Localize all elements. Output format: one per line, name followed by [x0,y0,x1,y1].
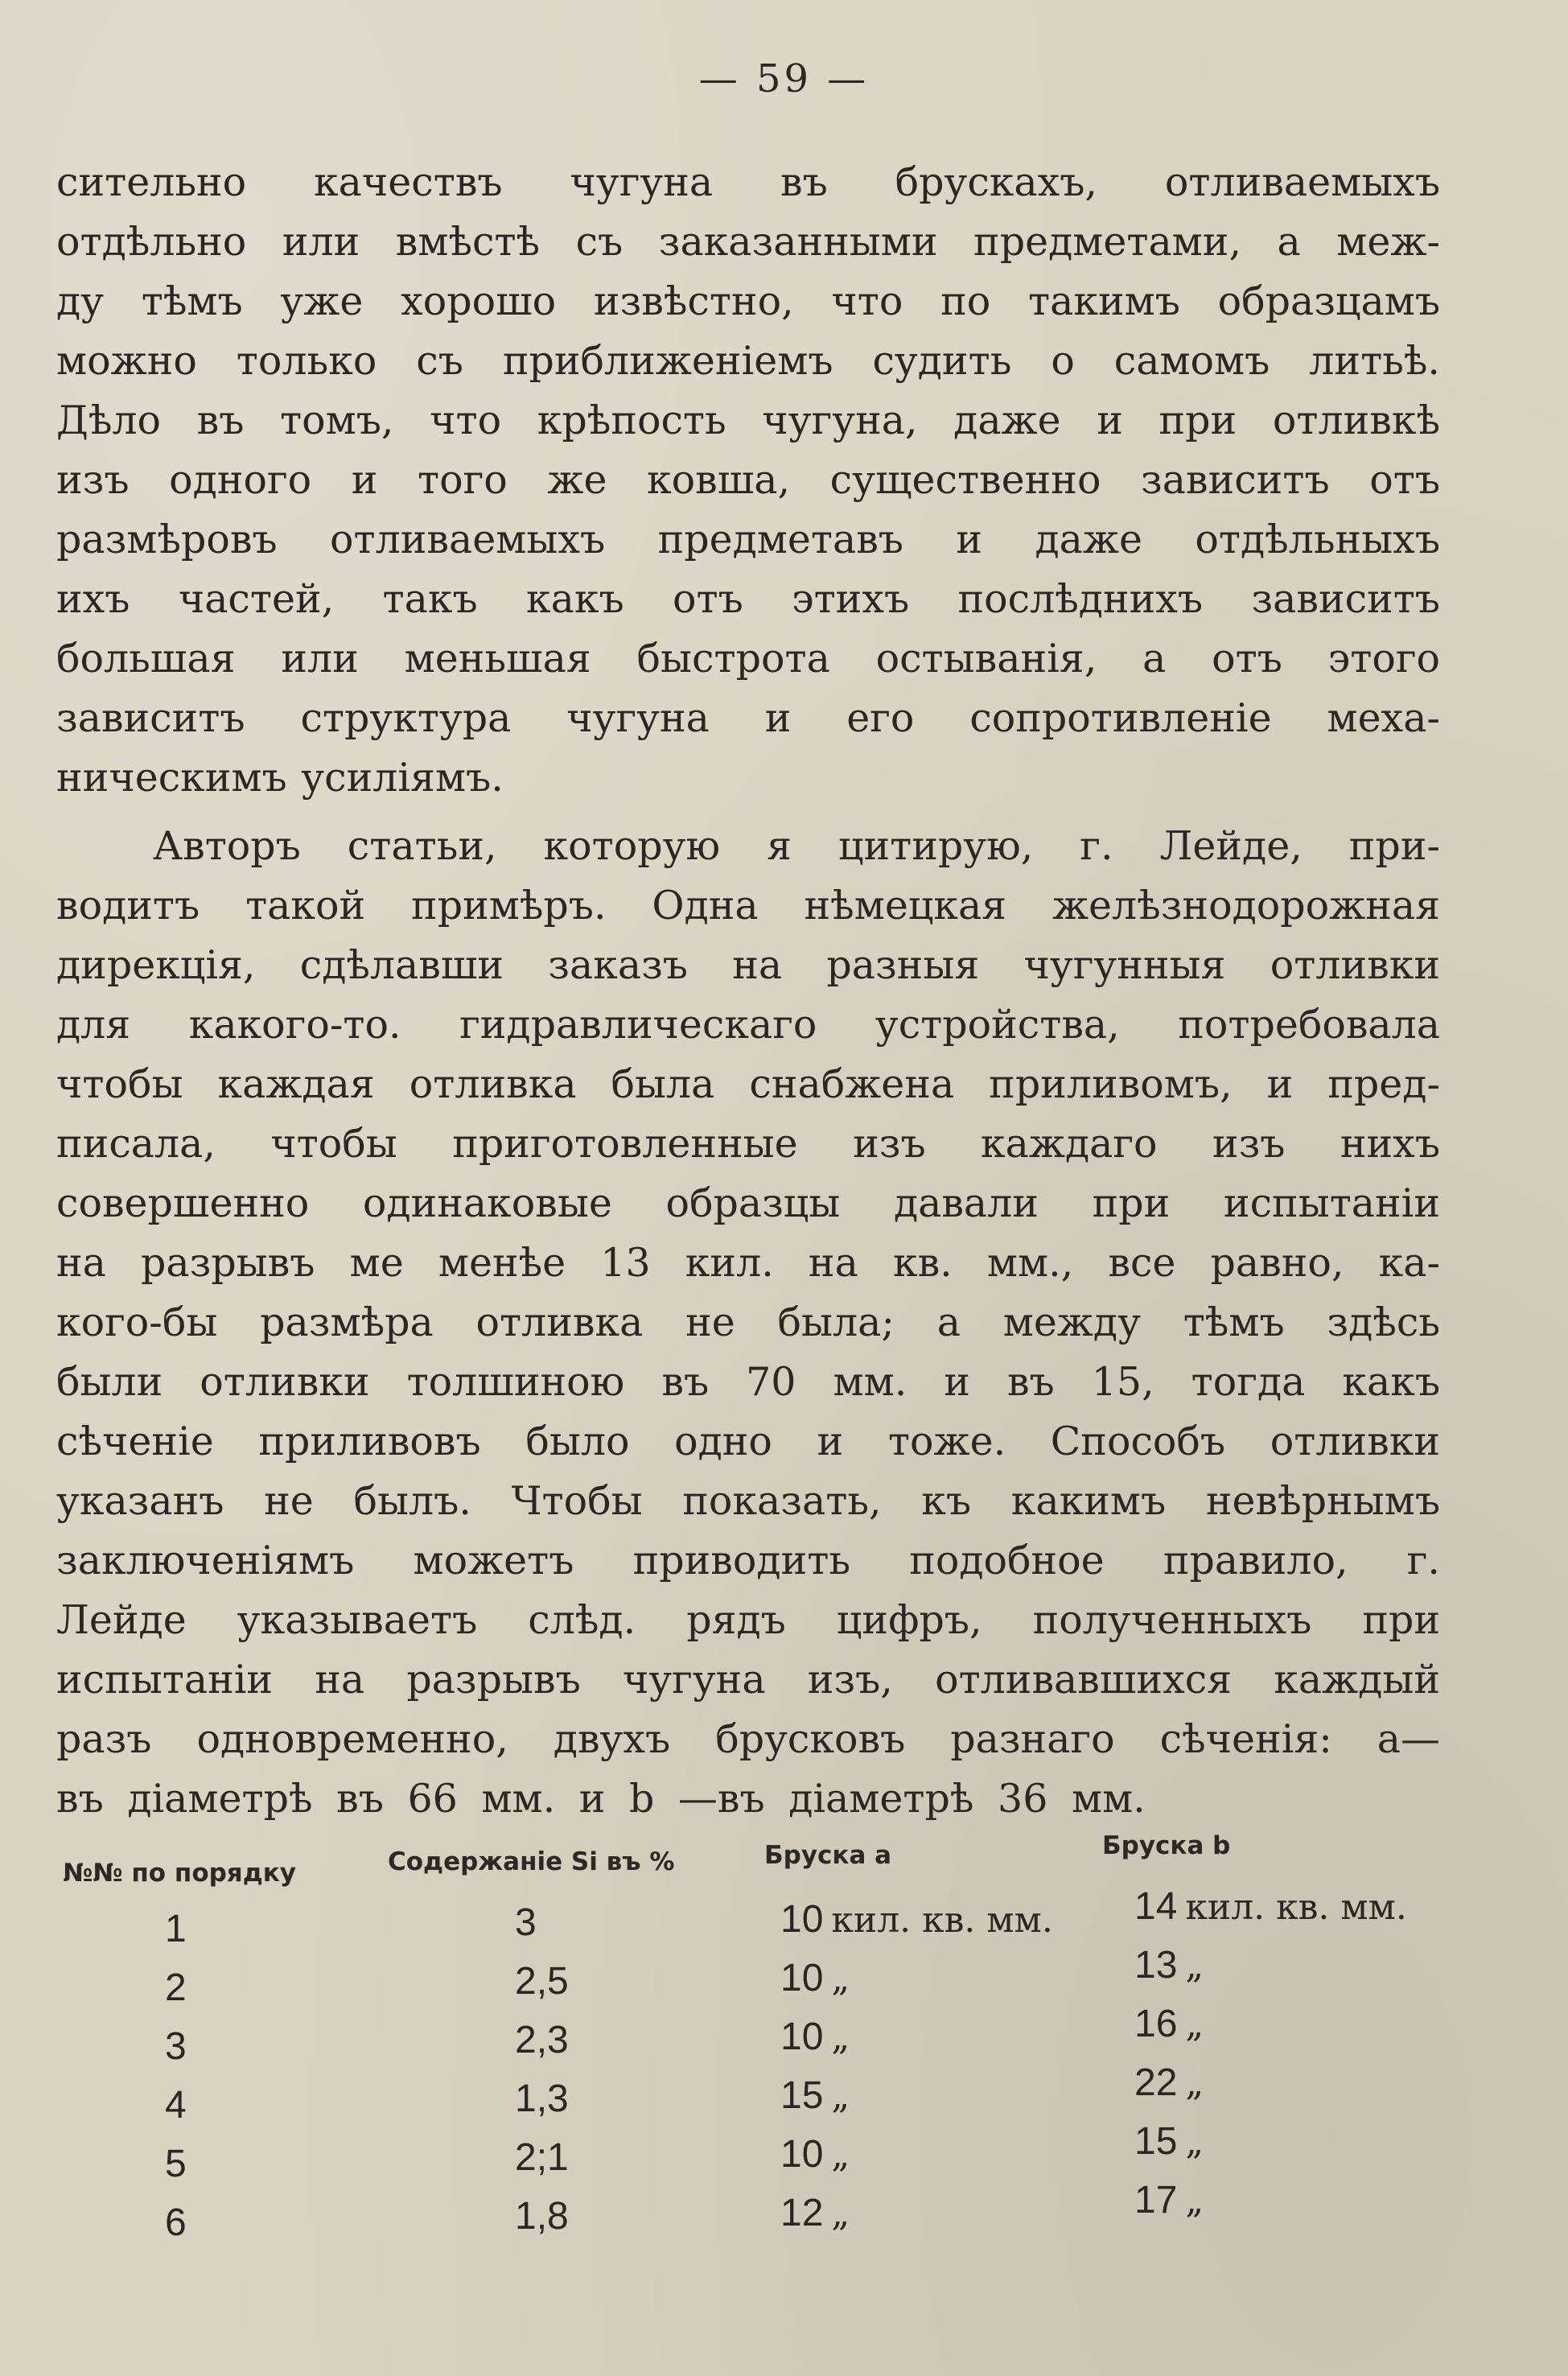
paragraph-2 [56,817,1440,1829]
header-si-content: Содержаніе Si въ % [388,1847,675,1876]
table-row [56,2179,1440,2251]
text-line: зависитъ структура чугуна и его сопротивленіе меха- [56,695,1440,741]
value: 15 [1134,2120,1178,2163]
cell-number: 4 [165,2084,187,2127]
cell-bar-b [1134,2061,1204,2105]
paragraph-1 [56,153,1440,808]
cell-bar-b [1134,1884,1407,1929]
text-line: сительно качествъ чугуна въ брускахъ, отливаемыхъ [56,159,1440,205]
text-line: испытаніи на разрывъ чугуна изъ, отливавшихся каждый [56,1657,1440,1703]
cell-si: 1,8 [515,2195,569,2238]
value: 15 [780,2074,824,2117]
cell-si: 2;1 [515,2136,569,2179]
text-line: чтобы каждая отливка была снабжена приливомъ, и пред- [56,1061,1440,1107]
unit: „ [831,2076,850,2117]
text-line: ническимъ усиліямъ. [56,755,504,801]
unit: кил. кв. мм. [1185,1887,1407,1928]
text-line: ихъ частей, такъ какъ отъ этихъ послѣднихъ зависитъ [56,576,1440,622]
table-row [56,1885,1440,1958]
unit: „ [1185,2063,1204,2104]
text-line: для какого-то. гидравлическаго устройства, потребовала [56,1002,1440,1048]
text-line: сѣченіе приливовъ было одно и тоже. Способъ отливки [56,1419,1440,1464]
table-row [56,2003,1440,2075]
text-line: отдѣльно или вмѣстѣ съ заказанными предметами, а меж- [56,219,1440,265]
text-line: были отливки толшиною въ 70 мм. и въ 15, тогда какъ [56,1359,1440,1405]
unit: „ [831,2135,850,2176]
cell-bar-a [780,1956,850,2000]
header-number: №№ по порядку [63,1859,296,1888]
text-line: указанъ не былъ. Чтобы показать, къ какимъ невѣрнымъ [56,1478,1440,1524]
text-line: можно только съ приближеніемъ судить о самомъ литьѣ. [56,338,1440,384]
value: 14 [1134,1885,1178,1928]
table-row [56,2061,1440,2134]
cell-number: 3 [165,2025,187,2068]
cell-bar-a [780,1897,1053,1942]
unit: „ [831,1958,850,1999]
cell-bar-b [1134,2119,1204,2164]
cell-bar-a [780,2015,850,2059]
value: 10 [780,2133,824,2176]
table-row [56,2120,1440,2193]
text-line: на разрывъ ме менѣе 13 кил. на кв. мм., все равно, ка- [56,1240,1440,1286]
text-line: кого-бы размѣра отливка не была; а между тѣмъ здѣсь [56,1299,1440,1345]
cell-bar-b [1134,2178,1204,2222]
cell-si: 2,5 [515,1960,569,2003]
value: 16 [1134,2003,1178,2045]
value: 12 [780,2192,824,2234]
header-bar-a: Бруска а [764,1841,892,1870]
table-row [56,1944,1440,2016]
cell-bar-b [1134,1943,1204,1987]
cell-number: 1 [165,1908,187,1950]
text-line: Дѣло въ томъ, что крѣпость чугуна, даже и при отливкѣ [56,397,1440,443]
cell-si: 3 [515,1901,537,1944]
cell-bar-a [780,2191,850,2235]
unit: кил. кв. мм. [831,1900,1053,1941]
text-line: изъ одного и того же ковша, существенно зависитъ отъ [56,457,1440,503]
cell-bar-b [1134,2002,1204,2046]
text-line: въ діаметрѣ въ 66 мм. и b —въ діаметрѣ 36 мм. [56,1776,1146,1822]
unit: „ [1185,2004,1204,2045]
unit: „ [1185,2180,1204,2222]
text-line: ду тѣмъ уже хорошо извѣстно, что по такимъ образцамъ [56,278,1440,324]
value: 10 [780,1898,824,1941]
text-line: заключеніямъ можетъ приводить подобное правило, г. [56,1538,1440,1583]
value: 10 [780,1957,824,1999]
text-line: разъ одновременно, двухъ брусковъ разнаго сѣченія: а— [56,1716,1440,1762]
cell-bar-a [780,2073,850,2118]
text-line: большая или меньшая быстрота остыванія, а отъ этого [56,636,1440,682]
cell-number: 2 [165,1966,187,2009]
text-line: дирекція, сдѣлавши заказъ на разныя чугунныя отливки [56,942,1440,988]
header-bar-b: Бруска b [1102,1831,1231,1860]
unit: „ [1185,1946,1204,1987]
cell-bar-a [780,2132,850,2176]
text-line: Лейде указываетъ слѣд. рядъ цифръ, полученныхъ при [56,1597,1440,1643]
cell-si: 1,3 [515,2077,569,2120]
text-line: размѣровъ отливаемыхъ предметавъ и даже отдѣльныхъ [56,517,1440,562]
text-line: Авторъ статьи, которую я цитирую, г. Лейде, при- [153,823,1440,869]
cell-number: 5 [165,2143,187,2185]
unit: „ [831,2193,850,2234]
text-line: водитъ такой примѣръ. Одна нѣмецкая желѣзнодорожная [56,883,1440,929]
cell-number: 6 [165,2201,187,2244]
value: 13 [1134,1944,1178,1987]
page-number: — 59 — [698,56,870,101]
unit: „ [831,2017,850,2058]
results-table [56,1826,1440,2251]
unit: „ [1185,2122,1204,2163]
value: 22 [1134,2061,1178,2104]
value: 17 [1134,2179,1178,2222]
text-line: совершенно одинаковые образцы давали при испытаніи [56,1180,1440,1226]
cell-si: 2,3 [515,2019,569,2061]
value: 10 [780,2016,824,2058]
text-line: писала, чтобы приготовленные изъ каждаго изъ нихъ [56,1121,1440,1167]
